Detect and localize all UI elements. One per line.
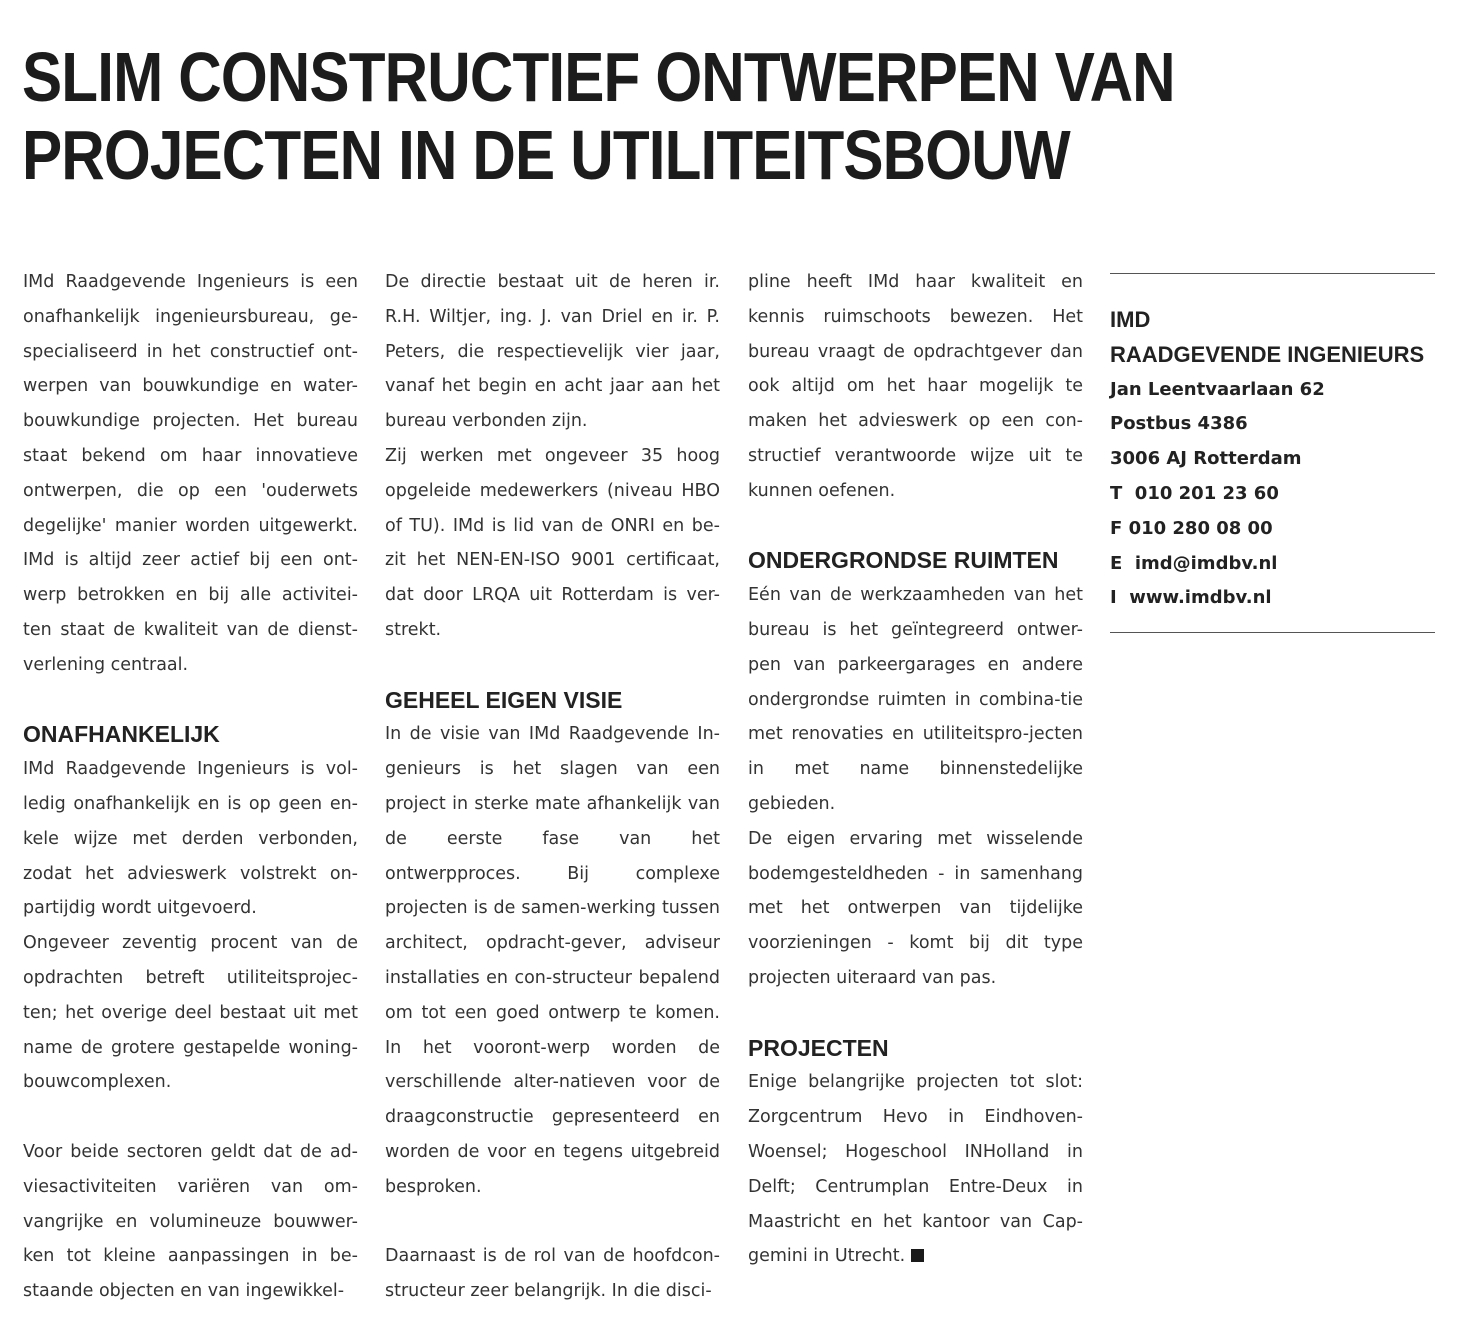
contact-top-rule <box>1110 273 1435 274</box>
hoofdconstructeur-paragraph: Daarnaast is de rol van de hoofdcon-structeur zeer belangrijk. In die disci- <box>385 1246 720 1302</box>
onafhankelijk-paragraph-1: IMd Raadgevende Ingenieurs is vol-ledig onafhankelijk en is op geen en-kele wijze met derden verbonden, zodat het advieswerk volstrekt on-partijdig wordt uitgevoerd. <box>23 759 358 919</box>
company-name-line-2: RAADGEVENDE INGENIEURS <box>1110 341 1425 367</box>
sectoren-paragraph: Voor beide sectoren geldt dat de ad-viesactiviteiten variëren van om-vangrijke en volumineuze bouwwer-ken tot kleine aanpassingen in be-staande objecten en van ingewikkel- <box>23 1141 358 1302</box>
article-column-1 <box>23 265 358 1309</box>
intro-paragraph: IMd Raadgevende Ingenieurs is een onafhankelijk ingenieursbureau, ge-specialiseerd in het constructief ont-werpen van bouwkundige en water-bouwkundige projecten. Het bureau staat bekend om haar innovatieve ontwerpen, die op een 'ouderwets degelijke' manier worden uitgewerkt. IMd is altijd zeer actief bij een ont-werp betrokken en bij alle activitei-ten staat de kwaliteit van de dienst-verlening centraal. <box>23 272 358 675</box>
contact-postbus: Postbus 4386 <box>1110 413 1248 435</box>
ondergronds-paragraph-2: De eigen ervaring met wisselende bodemgesteldheden - in samenhang met het ontwerpen van tijdelijke voorzieningen - komt bij dit type projecten uiteraard van pas. <box>748 828 1083 988</box>
contact-website: I www.imdbv.nl <box>1110 587 1272 609</box>
directie-paragraph: De directie bestaat uit de heren ir. R.H. Wiltjer, ing. J. van Driel en ir. P. Peters, die respectievelijk vier jaar, vanaf het begin en acht jaar aan het bureau verbonden zijn. <box>385 272 720 432</box>
heading-onafhankelijk: ONAFHANKELIJK <box>23 721 220 748</box>
article-column-2 <box>385 265 720 1309</box>
contact-city: 3006 AJ Rotterdam <box>1110 448 1302 470</box>
company-name-line-1: IMD <box>1110 307 1151 332</box>
title-line-1: SLIM CONSTRUCTIEF ONTWERPEN VAN <box>22 38 1175 116</box>
contact-address: Jan Leentvaarlaan 62 <box>1110 378 1325 400</box>
heading-ondergrondse-ruimten: ONDERGRONDSE RUIMTEN <box>748 547 1059 574</box>
ondergronds-paragraph-1: Eén van de werkzaamheden van het bureau is het geïntegreerd ontwer-pen van parkeergarages en andere ondergrondse ruimten in combina-tie met renovaties en utiliteitspro-jecten in met name binnenstedelijke gebieden. <box>748 585 1083 814</box>
contact-fax: F 010 280 08 00 <box>1110 517 1273 539</box>
article-column-3 <box>748 265 1083 1274</box>
medewerkers-paragraph: Zij werken met ongeveer 35 hoog opgeleide medewerkers (niveau HBO of TU). IMd is lid van de ONRI en be-zit het NEN-EN-ISO 9001 certificaat, dat door LRQA uit Rotterdam is ver-strekt. <box>385 445 720 640</box>
page-title <box>22 38 1243 194</box>
contact-email: E imd@imdbv.nl <box>1110 552 1278 574</box>
onafhankelijk-paragraph-2: Ongeveer zeventig procent van de opdrachten betreft utiliteitsprojec-ten; het overige deel bestaat uit met name de grotere gestapelde woning-bouwcomplexen. <box>23 933 358 1093</box>
projecten-paragraph <box>748 1065 1083 1274</box>
end-of-article-icon <box>911 1249 924 1262</box>
heading-projecten: PROJECTEN <box>748 1034 889 1061</box>
projecten-text: Enige belangrijke projecten tot slot: Zorgcentrum Hevo in Eindhoven-Woensel; Hogeschool INHolland in Delft; Centrumplan Entre-Deux in Maastricht en het kantoor van Cap-gemini in Utrecht. <box>748 1072 1083 1267</box>
title-line-2: PROJECTEN IN DE UTILITEITSBOUW <box>22 116 1070 194</box>
visie-paragraph: In de visie van IMd Raadgevende In-genieurs is het slagen van een project in sterke mate afhankelijk van de eerste fase van het ontwerpproces. Bij complexe projecten is de samen-werking tussen architect, opdracht-gever, adviseur installaties en con-structeur bepalend om tot een goed ontwerp te komen. In het vooront-werp worden de verschillende alter-natieven voor de draagconstructie gepresenteerd en worden de voor en tegens uitgebreid besproken. <box>385 724 720 1197</box>
contact-bottom-rule <box>1110 632 1435 633</box>
discipline-paragraph: pline heeft IMd haar kwaliteit en kennis ruimschoots bewezen. Het bureau vraagt de opdrachtgever dan ook altijd om het haar mogelijk te maken het advieswerk op een con-structief verantwoorde wijze uit te kunnen oefenen. <box>748 272 1083 501</box>
contact-phone: T 010 201 23 60 <box>1110 482 1279 504</box>
heading-geheel-eigen-visie: GEHEEL EIGEN VISIE <box>385 686 623 713</box>
contact-box <box>1110 273 1438 633</box>
